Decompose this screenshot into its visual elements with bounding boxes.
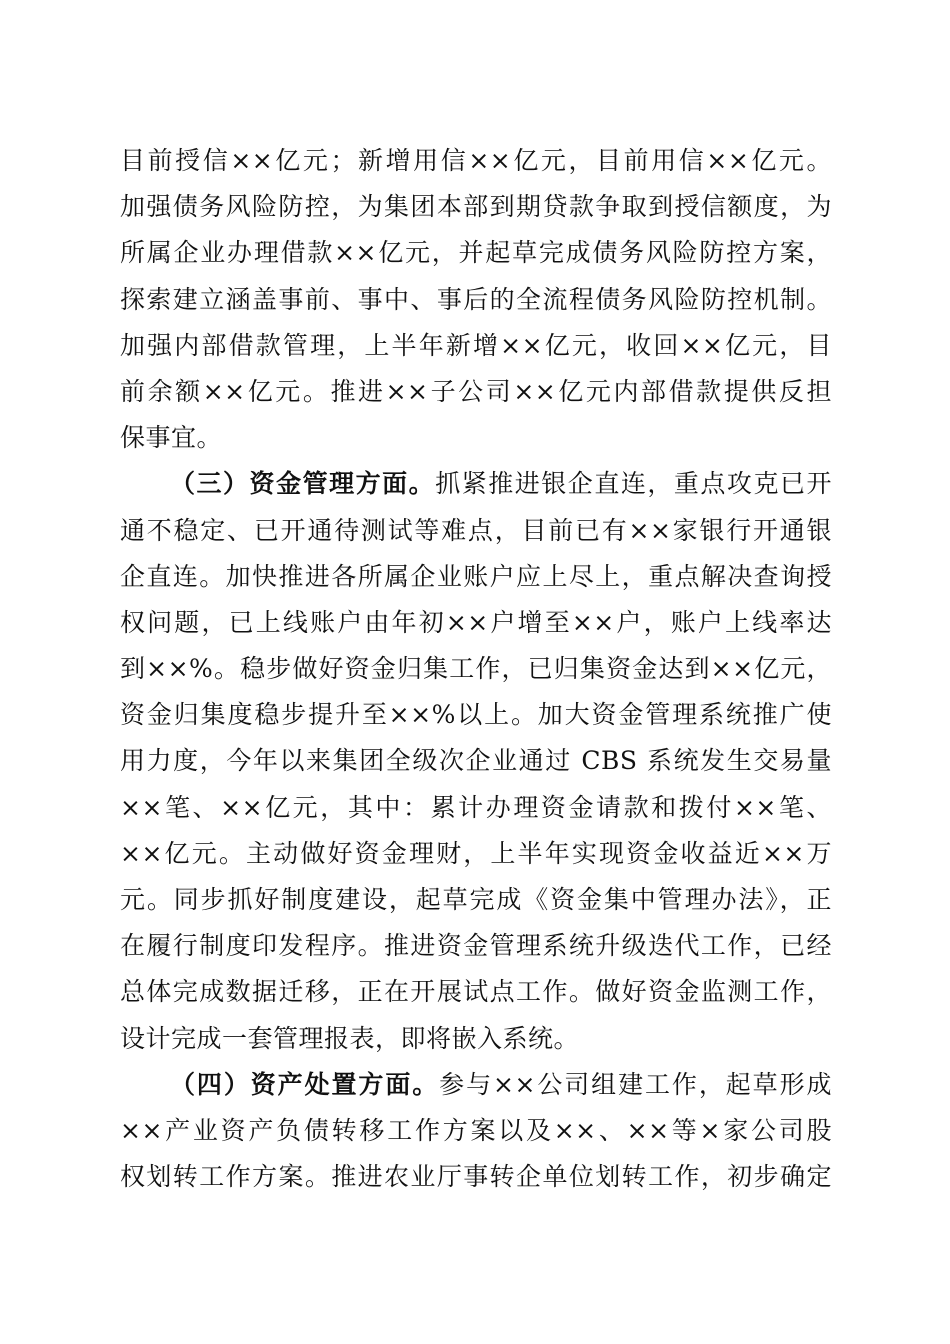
document-body [120,142,832,1204]
text-line: 总体完成数据迁移，正在开展试点工作。做好资金监测工作， [120,977,832,1007]
text-line: 权问题，已上线账户由年初××户增至××户，账户上线率达 [120,607,832,637]
text-line: 资金归集度稳步提升至××%以上。加大资金管理系统推广使 [120,700,832,730]
text-line: 探索建立涵盖事前、事中、事后的全流程债务风险防控机制。 [120,284,832,314]
text-line: 通不稳定、已开通待测试等难点，目前已有××家银行开通银 [120,515,832,545]
text-line: 用力度，今年以来集团全级次企业通过 CBS 系统发生交易量 [120,746,832,776]
section-heading-fund-management: （三）资金管理方面。 [170,469,436,499]
text-line: 保事宜。 [120,423,223,453]
text-line: 企直连。加快推进各所属企业账户应上尽上，重点解决查询授 [120,561,832,591]
text-line: 权划转工作方案。推进农业厅事转企单位划转工作，初步确定 [120,1162,832,1192]
text-line: 设计完成一套管理报表，即将嵌入系统。 [120,1023,580,1053]
text-line [120,1066,832,1103]
paragraph-debt-management [120,142,832,456]
paragraph-asset-disposal [120,1066,832,1195]
text-line: ××笔、××亿元，其中：累计办理资金请款和拨付××笔、 [120,792,832,822]
text-line: 加强内部借款管理，上半年新增××亿元，收回××亿元，目 [120,330,832,360]
text-line: 加强债务风险防控，为集团本部到期贷款争取到授信额度，为 [120,192,832,222]
text-line: 前余额××亿元。推进××子公司××亿元内部借款提供反担 [120,376,832,406]
text-line: 目前授信××亿元；新增用信××亿元，目前用信××亿元。 [120,146,832,175]
text-line: 所属企业办理借款××亿元，并起草完成债务风险防控方案， [120,238,832,268]
text-segment: 参与××公司组建工作，起草形成 [439,1069,832,1099]
text-segment: 抓紧推进银企直连，重点攻克已开 [435,469,832,499]
paragraph-fund-management [120,465,832,1056]
text-line: ××产业资产负债转移工作方案以及××、××等×家公司股 [120,1115,832,1145]
text-line: 在履行制度印发程序。推进资金管理系统升级迭代工作，已经 [120,931,832,961]
section-heading-asset-disposal: （四）资产处置方面。 [170,1069,440,1099]
text-line: 元。同步抓好制度建设，起草完成《资金集中管理办法》，正 [120,885,832,914]
text-line [120,465,832,502]
text-line: 到××%。稳步做好资金归集工作，已归集资金达到××亿元， [120,654,832,684]
text-line: ××亿元。主动做好资金理财，上半年实现资金收益近××万 [120,838,832,868]
